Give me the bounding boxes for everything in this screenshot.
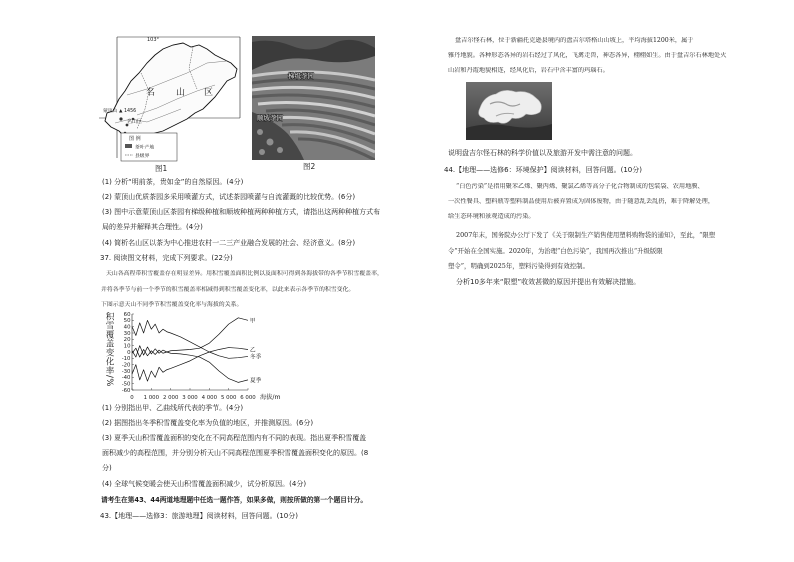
q36-item-4: (4) 简析名山区以茶为中心推进农村一二三产业融合发展的社会、经济意义。(8分) <box>102 239 356 247</box>
y-tick-label: 50 <box>123 318 131 325</box>
map-legend <box>121 133 177 161</box>
y-tick-label: -30 <box>121 368 131 375</box>
q44-title: 44.【地理——选修6：环境保护】阅读材料，回答问题。(10分) <box>444 166 642 174</box>
elective-notice: 请考生在第43、44两道地理题中任选一题作答，如果多做，则按所做的第一个题目计分。 <box>101 496 368 504</box>
figure1-caption: 图1 <box>155 164 168 173</box>
q44-material-line-5: 令”开始在全国实施。2020年，为治理“白色污染”，我国再次推出“升级版限 <box>448 247 663 255</box>
legend-border-label: 县级界 <box>135 154 150 159</box>
q36-item-3-line-1: (3) 图中示意蒙顶山区茶园有梯级种植和顺坡种植两种种植方式，请指出这两种种植方式布 <box>102 208 381 216</box>
y-tick-label: 60 <box>123 311 131 318</box>
q43-question: 说明盘吉尔怪石林的科学价值以及旅游开发中需注意的问题。 <box>448 149 637 157</box>
q44-material-line-3: 给生态环境和景观造成的污染。 <box>448 213 535 220</box>
q44-material-line-4: 2007年末，国务院办公厅下发了《关于限制生产销售使用塑料购物袋的通知》，至此，“限塑 <box>456 231 716 239</box>
q37-item-3-line-2: 面积减少的高程范围，并分别分析天山不同高程范围夏季积雪覆盖面积变化的原因。(8 <box>102 449 369 457</box>
x-tick-label: 0 <box>130 395 134 401</box>
y-tick-label: 10 <box>123 343 131 350</box>
longitude-label: 103° <box>147 37 160 43</box>
q43-material-line-3: 山岩和丹霞地貌相连，经风化后，岩石中含丰富的玛瑙石。 <box>448 67 609 74</box>
terraced-garden-label: 梯级茶园 <box>288 72 314 80</box>
slope-garden-label: 顺坡茶园 <box>257 114 283 122</box>
snow-cover-chart <box>100 310 305 405</box>
elevation-label: 1456 <box>124 109 137 114</box>
series-line-4 <box>132 348 248 382</box>
x-tick-label: 3 000 <box>182 395 198 401</box>
legend-title: 图 例 <box>129 136 141 142</box>
q44-question: 分析10多年来“限塑”收效甚微的原因并提出有效解决措施。 <box>456 278 641 286</box>
figure2-caption: 图2 <box>303 162 316 171</box>
q36-item-1: (1) 分析“明前茶，贵如金”的自然原因。(4分) <box>102 178 244 186</box>
x-tick-label: 1 000 <box>143 395 160 401</box>
q37-material-line-1: 天山各高程带积雪覆盖存在明显差异。用积雪覆盖面积比例以及面积可得到各海拔带的各季节积雪覆盖率， <box>106 271 383 277</box>
y-tick-label: -10 <box>121 356 131 363</box>
series-line-2 <box>132 348 248 382</box>
q37-item-1: (1) 分别指出甲、乙曲线所代表的季节。(4分) <box>102 404 244 412</box>
y-tick-label: -50 <box>121 381 131 388</box>
district-label: 名山区 <box>127 119 143 125</box>
q37-item-4: (4) 全球气候变暖会使天山积雪覆盖面积减少，试分析原因。(4分) <box>102 480 307 488</box>
q36-item-3-line-2: 局的差异并解释其合理性。(4分) <box>102 223 203 231</box>
q37-item-3-line-3: 分) <box>102 464 112 472</box>
x-tick-label: 4 000 <box>201 395 218 401</box>
series-label-3: 冬季 <box>250 354 262 361</box>
y-tick-label: 20 <box>123 337 131 344</box>
figure2-photo <box>252 36 375 160</box>
q43-material-line-2: 雅丹地貌。各种形态各异的岩石经过了风化，飞禽走兽，神态各异，栩栩如生。由于盘吉尔石林地处火 <box>448 52 727 59</box>
q43-material-line-1: 盘吉尔怪石林，位于新疆托克逊县境内的盘吉尔塔格山山坡上，平均海拔1200米，属于 <box>455 37 694 44</box>
q44-material-line-6: 塑令”，明确到2025年，塑料污染得到有效控制。 <box>448 262 589 270</box>
q37-title: 37. 阅读图文材料，完成下列要求。(22分) <box>100 254 233 262</box>
series-line-3 <box>132 320 248 358</box>
q44-material-line-1: “白色污染”是指用聚苯乙烯、聚丙烯、聚氯乙烯等高分子化合物制成的包装袋、农用地膜、 <box>456 183 704 190</box>
q37-material-line-3: 下图示意天山不同季节积雪覆盖变化率与海拔的关系。 <box>101 302 243 308</box>
chart-x-axis-label: 海拔/m <box>260 394 281 401</box>
region-char-1: 名 <box>146 88 156 98</box>
x-tick-label: 6 000 <box>240 395 256 401</box>
q37-material-line-2: 并将各季节与前一个季节的积雪覆盖率相减得到积雪覆盖变化率，以此来表示各季节的积雪变化。 <box>101 287 355 293</box>
x-tick-label: 5 000 <box>220 395 237 401</box>
q37-item-2: (2) 据图指出冬季积雪覆盖变化率为负值的地区，并推测原因。(6分) <box>102 419 314 427</box>
y-tick-label: 0 <box>127 349 131 356</box>
series-label-2: 乙 <box>250 347 256 354</box>
q37-item-3-line-1: (3) 夏季天山积雪覆盖面积的变化在不同高程范围内有不同的表现。指出夏季积雪覆盖 <box>102 434 367 442</box>
y-tick-label: -20 <box>121 362 131 369</box>
region-char-2: 山 <box>176 88 186 98</box>
legend-tea-label: 茶叶产地 <box>135 145 155 151</box>
q44-material-line-2: 一次性餐具、塑料瓶等塑料制品使用后被弃置成为固体废物，由于随意乱丢乱扔，难于降解处理， <box>448 198 715 205</box>
y-tick-label: -40 <box>121 375 131 382</box>
stone-forest-photo <box>466 82 552 140</box>
mountain-label: 蒙顶山 <box>103 109 118 114</box>
q36-item-2: (2) 蒙顶山优质茶园多采用喷灌方式，试述茶园喷灌与自流灌溉的比较优势。(6分) <box>102 193 356 201</box>
peak-icon: ▲ <box>119 109 123 114</box>
series-label-1: 甲 <box>250 318 256 325</box>
series-line-1 <box>132 318 248 357</box>
tea-area-legend-icon <box>125 144 132 148</box>
x-tick-label: 2 000 <box>162 395 179 401</box>
q43-title: 43.【地理——选修3：旅游地理】阅读材料，回答问题。(10分) <box>100 512 298 520</box>
region-char-3: 区 <box>204 88 214 98</box>
chart-y-axis-label: 积雪覆盖变化率/% <box>104 312 114 387</box>
y-tick-label: 30 <box>123 330 131 337</box>
y-tick-label: 40 <box>123 324 131 331</box>
series-label-4: 夏季 <box>250 377 262 384</box>
figure1-map <box>97 33 243 163</box>
y-tick-label: -60 <box>121 387 131 394</box>
